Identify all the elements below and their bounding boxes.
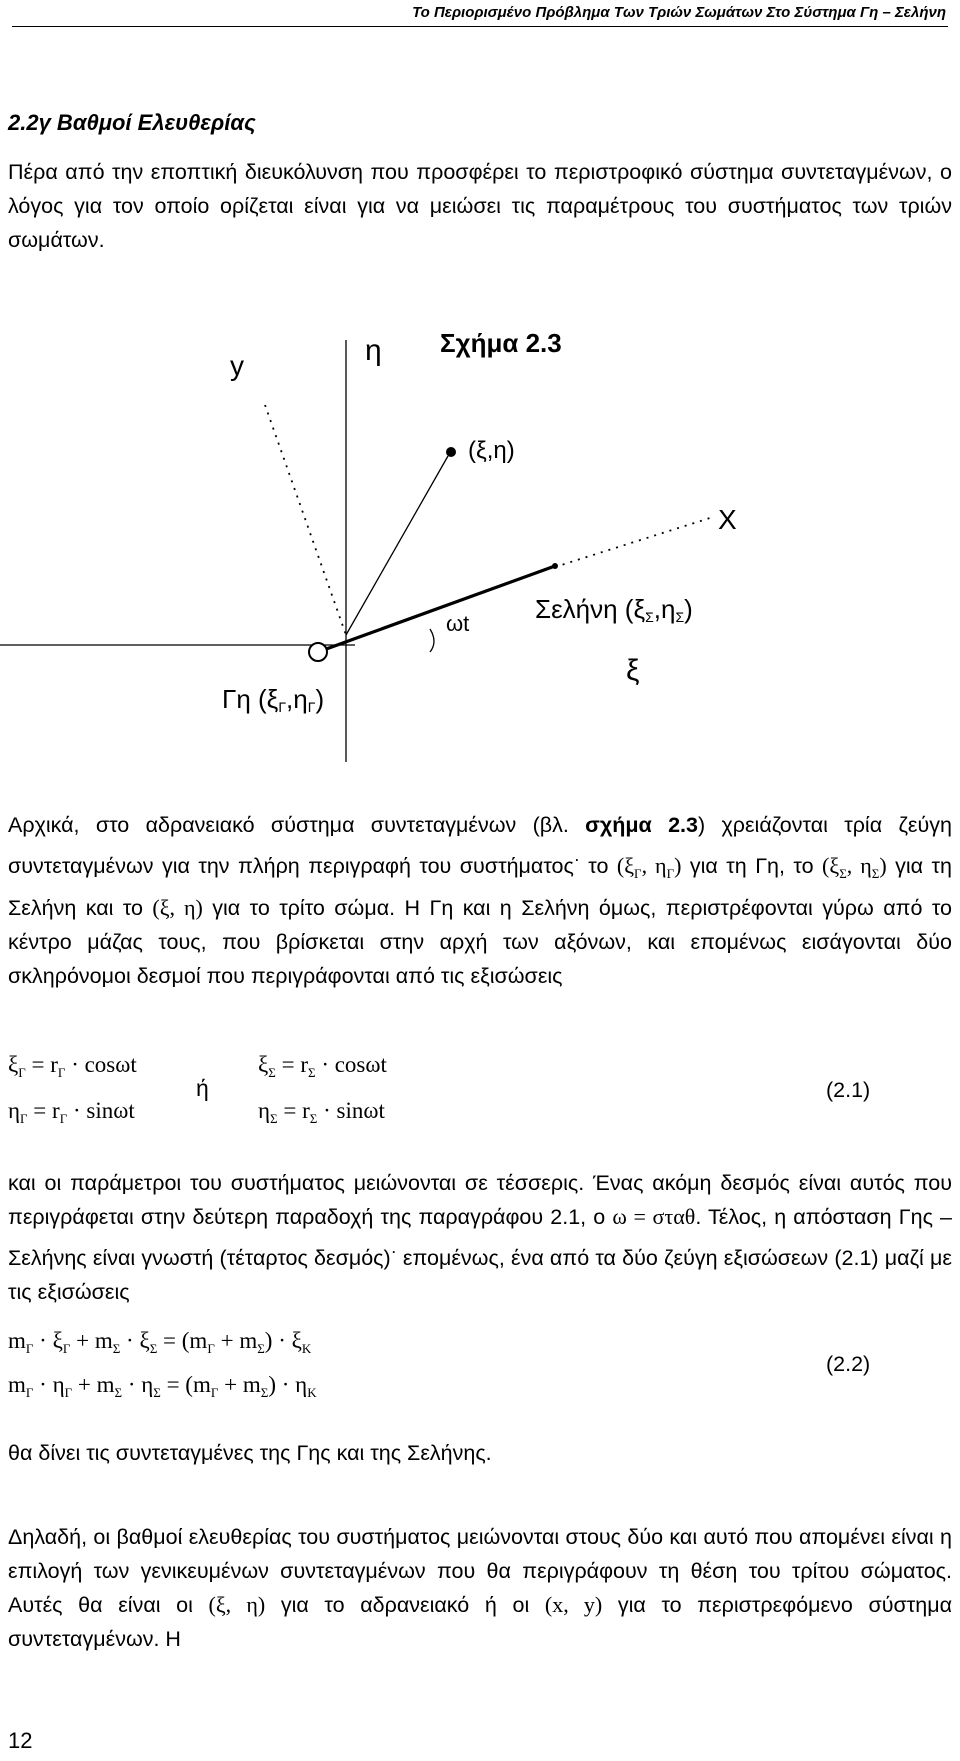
paragraph-constraints: και οι παράμετροι του συστήματος μειώνονται σε τέσσερις. Ένας ακόμη δεσμός είναι αυτός που περιγράφεται στην δεύτερη παραδοχή της παραγράφου 2.1, ο ω = σταθ. Τέλος, η απόσταση Γης – Σελήνης είναι γνωστή (τέταρτος δεσμός)· επομένως, ένα από τα δύο ζεύγη εξισώσεων (2.1) μαζί με τις εξισώσεις	[8, 1171, 953, 1305]
eq-or: ή	[196, 1075, 209, 1101]
label-point: (ξ,η)	[468, 437, 515, 464]
position-vector	[346, 456, 448, 635]
equation-number-2-2: (2.2)	[826, 1352, 871, 1376]
earth-marker	[309, 643, 327, 661]
eq-xi-moon: $\xi_\Sigma = r_\Sigma \cdot \cos\omega t$	[258, 1052, 387, 1080]
text: . Τέλος, η απόσταση Γης – Σελήνης είναι γνωστή (τέταρτος δεσμός)	[8, 1205, 953, 1271]
equation-number-2-1: (2.1)	[826, 1078, 871, 1102]
text: για το τρίτο σώμα. Η Γη και η Σελήνη όμως, περιστρέφονται γύρω από το κέντρο μάζας τους, που βρίσκεται στην αρχή των αξόνων, και επομένως εισάγονται δύο σκληρόνομοι δεσμοί που περιγράφονται από τις εξισώσεις	[8, 896, 952, 989]
label-earth: Γη (ξΓ,ηΓ)	[222, 684, 325, 715]
eq-xi-earth: $\xi_\Gamma = r_\Gamma \cdot \cos\omega t$	[8, 1052, 137, 1080]
rotating-y-axis	[265, 405, 346, 635]
text: για τη Γη, το	[681, 854, 823, 879]
eq-eta-earth: $\eta_\Gamma = r_\Gamma \cdot \sin\omega t$	[8, 1098, 135, 1126]
paragraph-degrees-of-freedom	[8, 1520, 952, 1656]
paragraph-inertial-system: Αρχικά, στο αδρανειακό σύστημα συντεταγμένων (βλ. σχήμα 2.3) χρειάζονται τρία ζεύγη συντεταγμένων για την πλήρη περιγραφή του συστήματος· το ($\xi_\Gamma$, $\eta_\Gamma$) για τη Γη, το ($\xi_\Sigma$, $\eta_\Sigma$) για τη Σελήνη και το (ξ, η) για το τρίτο σώμα. Η Γη και η Σελήνη όμως, περιστρέφονται γύρω από το κέντρο μάζας τους, που βρίσκεται στην αρχή των αξόνων, και επομένως εισάγονται δύο σκληρόνομοι δεσμοί που περιγράφονται από τις εξισώσεις	[8, 813, 953, 989]
eq-center-of-mass-eta: $m_\Gamma \cdot \eta_\Gamma + m_\Sigma \cdot \eta_\Sigma = (m_\Gamma + m_\Sigma) \cdot \eta_K$	[8, 1372, 317, 1400]
math-omega-const: ω = σταθ	[612, 1204, 696, 1229]
eq-eta-moon: $\eta_\Sigma = r_\Sigma \cdot \sin\omega t$	[258, 1098, 385, 1126]
label-xi: ξ	[626, 654, 640, 687]
label-eta: η	[365, 334, 382, 367]
text: Αρχικά, στο αδρανειακό σύστημα συντεταγμένων (βλ.	[8, 813, 586, 837]
math-earth-coords: ($\xi_\Gamma$, $\eta_\Gamma$)	[616, 853, 682, 882]
moon-marker	[552, 563, 558, 569]
label-X: X	[718, 504, 737, 535]
running-header: Το Περιορισμένο Πρόβλημα Των Τριών Σωμάτων Στο Σύστημα Γη – Σελήνη	[412, 4, 946, 21]
text: ) χρειάζονται τρία ζεύγη συντεταγμένων για την πλήρη περιγραφή του συστήματος	[8, 813, 952, 879]
intro-text: Πέρα από την εποπτική διευκόλυνση που προσφέρει το περιστροφικό σύστημα συντεταγμένων, ο λόγος για τον οποίο ορίζεται είναι για να μειώσει τις παραμέτρους του συστήματος των τριών σωμάτων.	[8, 160, 952, 252]
text: για τη Σελήνη και το	[8, 854, 953, 921]
angle-arc	[430, 629, 434, 652]
figure-caption: Σχήμα 2.3	[440, 330, 562, 358]
text: το	[579, 854, 617, 879]
eq-center-of-mass-xi: $m_\Gamma \cdot \xi_\Gamma + m_\Sigma \cdot \xi_\Sigma = (m_\Gamma + m_\Sigma) \cdot \xi_K$	[8, 1328, 312, 1356]
text: για το περιστρεφόμενο σύστημα συντεταγμένων. Η	[8, 1593, 953, 1651]
third-body-point	[446, 447, 456, 457]
text: και οι παράμετροι του συστήματος μειώνονται σε τέσσερις. Ένας ακόμη δεσμός είναι αυτός που περιγράφεται στην δεύτερη παραδοχή της παραγράφου 2.1, ο	[8, 1171, 952, 1229]
math-moon-coords: ($\xi_\Sigma$, $\eta_\Sigma$)	[822, 853, 887, 882]
header-rule	[12, 26, 948, 27]
text: επομένως, ένα από τα δύο ζεύγη εξισώσεων (2.1) μαζί με τις εξισώσεις	[8, 1246, 952, 1305]
paragraph-result	[8, 1436, 952, 1470]
figure-2-3	[0, 330, 960, 770]
rotating-x-axis	[555, 518, 710, 567]
text: Δηλαδή, οι βαθμοί ελευθερίας του συστήματος μειώνονται στους δύο και αυτό που απομένει είναι η επιλογή των γενικευμένων συντεταγμένων που θα περιγράφουν τη θέση του τρίτου σώματος. Αυτές θα είναι οι	[8, 1525, 952, 1617]
text: για το αδρανειακό ή οι	[265, 1593, 545, 1617]
figure-reference[interactable]: σχήμα 2.3	[585, 813, 698, 837]
figure-diagram	[0, 330, 960, 770]
text: θα δίνει τις συντεταγμένες της Γης και της Σελήνης.	[8, 1441, 492, 1465]
earth-moon-line	[318, 566, 555, 652]
label-omega-t: ωt	[446, 611, 470, 636]
math-third-coords: (ξ, η)	[152, 895, 203, 921]
page-number: 12	[8, 1728, 33, 1753]
math-xi-eta: (ξ, η)	[208, 1592, 266, 1617]
section-title: 2.2γ Βαθμοί Ελευθερίας	[8, 110, 256, 135]
label-y: y	[230, 350, 244, 381]
math-x-y: (x, y)	[544, 1592, 603, 1617]
intro-paragraph	[8, 155, 952, 257]
label-moon: Σελήνη (ξΣ,ηΣ)	[535, 594, 693, 625]
